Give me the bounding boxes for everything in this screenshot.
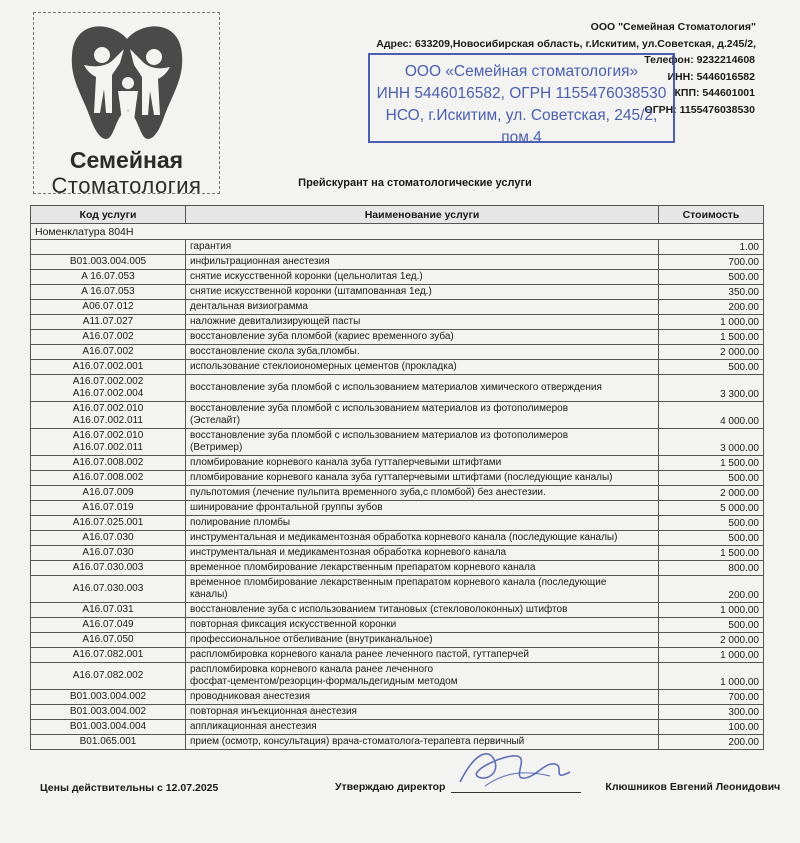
service-price: 1 500.00 — [659, 330, 764, 345]
service-price: 800.00 — [659, 561, 764, 576]
table-row — [31, 501, 764, 516]
service-code: A16.07.019 — [31, 501, 186, 516]
document-title: Прейскурант на стоматологические услуги — [298, 177, 532, 189]
service-price: 300.00 — [659, 705, 764, 720]
service-name: временное пломбирование лекарственным препаратом корневого канала (последующие каналы) — [186, 576, 659, 603]
service-code: A06.07.012 — [31, 300, 186, 315]
service-name: гарантия — [186, 240, 659, 255]
service-code: A16.07.008.002 — [31, 456, 186, 471]
stamp-line: ИНН 5446016582, ОГРН 1155476038530 — [376, 85, 667, 102]
service-name: дентальная визиограмма — [186, 300, 659, 315]
service-code: A 16.07.053 — [31, 285, 186, 300]
service-name: снятие искусственной коронки (штампованная 1ед.) — [186, 285, 659, 300]
table-row — [31, 255, 764, 270]
service-price: 4 000.00 — [659, 402, 764, 429]
service-name: аппликационная анестезия — [186, 720, 659, 735]
nomenclature-label: Номенклатура 804Н — [31, 224, 764, 240]
service-name: повторная фиксация искусственной коронки — [186, 618, 659, 633]
service-name: восстановление зуба пломбой с использованием материалов химического отверждения — [186, 375, 659, 402]
service-code — [31, 240, 186, 255]
service-price: 500.00 — [659, 531, 764, 546]
service-code: A16.07.002.002 A16.07.002.004 — [31, 375, 186, 402]
service-name: восстановление скола зуба,пломбы. — [186, 345, 659, 360]
table-row — [31, 531, 764, 546]
service-name: восстановление зуба пломбой (кариес временного зуба) — [186, 330, 659, 345]
service-price: 200.00 — [659, 576, 764, 603]
service-name: наложние девитализирующей пасты — [186, 315, 659, 330]
stamp-line: НСО, г.Искитим, ул. Советская, 245/2, пом.4 — [385, 107, 658, 146]
service-code: A16.07.002.001 — [31, 360, 186, 375]
service-price: 200.00 — [659, 735, 764, 750]
table-row — [31, 315, 764, 330]
company-phone: Телефон: 9232214608 — [644, 54, 755, 66]
table-row — [31, 735, 764, 750]
table-row — [31, 618, 764, 633]
service-code: A16.07.082.001 — [31, 648, 186, 663]
service-name: повторная инъекционная анестезия — [186, 705, 659, 720]
service-name: использование стеклоиономерных цементов (прокладка) — [186, 360, 659, 375]
table-row — [31, 720, 764, 735]
service-code: A16.07.025.001 — [31, 516, 186, 531]
service-price: 100.00 — [659, 720, 764, 735]
service-name: восстановление зуба пломбой с использованием материалов из фотополимеров (Ветример) — [186, 429, 659, 456]
table-row — [31, 285, 764, 300]
valid-from: Цены действительны с 12.07.2025 — [40, 782, 219, 794]
service-code: A16.07.002.010 A16.07.002.011 — [31, 402, 186, 429]
table-row — [31, 516, 764, 531]
service-code: A16.07.082.002 — [31, 663, 186, 690]
service-code: A16.07.002 — [31, 330, 186, 345]
table-row — [31, 576, 764, 603]
service-code: A 16.07.053 — [31, 270, 186, 285]
service-price: 1 500.00 — [659, 456, 764, 471]
table-header-row — [31, 206, 764, 224]
service-code: A16.07.049 — [31, 618, 186, 633]
service-code: A16.07.030.003 — [31, 576, 186, 603]
service-name: инструментальная и медикаментозная обработка корневого канала — [186, 546, 659, 561]
header-name: Наименование услуги — [186, 206, 659, 224]
service-price: 200.00 — [659, 300, 764, 315]
service-price: 500.00 — [659, 516, 764, 531]
service-price: 5 000.00 — [659, 501, 764, 516]
table-row — [31, 330, 764, 345]
table-row — [31, 633, 764, 648]
nomenclature-row — [31, 224, 764, 240]
service-price: 1 000.00 — [659, 315, 764, 330]
service-name: инфильтрационная анестезия — [186, 255, 659, 270]
table-row — [31, 648, 764, 663]
approve-label: Утверждаю директор — [335, 781, 446, 793]
company-kpp: КПП: 544601001 — [674, 87, 755, 99]
table-row — [31, 429, 764, 456]
service-code: B01.003.004.002 — [31, 690, 186, 705]
table-row — [31, 486, 764, 501]
service-name: полирование пломбы — [186, 516, 659, 531]
company-stamp — [368, 53, 675, 146]
service-code: A16.07.050 — [31, 633, 186, 648]
table-row — [31, 360, 764, 375]
logo-text-bottom: Стоматология — [51, 173, 202, 198]
table-row — [31, 345, 764, 360]
service-code: A16.07.002 — [31, 345, 186, 360]
table-row — [31, 690, 764, 705]
service-code: A16.07.008.002 — [31, 471, 186, 486]
price-table — [30, 205, 764, 750]
service-name: пломбирование корневого канала зуба гуттаперчевыми штифтами (последующие каналы) — [186, 471, 659, 486]
service-name: распломбировка корневого канала ранее леченного пастой, гуттаперчей — [186, 648, 659, 663]
service-code: A16.07.031 — [31, 603, 186, 618]
table-row — [31, 603, 764, 618]
table-row — [31, 471, 764, 486]
service-price: 1.00 — [659, 240, 764, 255]
service-price: 350.00 — [659, 285, 764, 300]
company-ogrn: ОГРН: 1155476038530 — [644, 103, 755, 116]
table-row — [31, 561, 764, 576]
service-price: 500.00 — [659, 618, 764, 633]
service-name: пломбирование корневого канала зуба гуттаперчевыми штифтами — [186, 456, 659, 471]
service-name: проводниковая анестезия — [186, 690, 659, 705]
service-code: A11.07.027 — [31, 315, 186, 330]
service-price: 3 300.00 — [659, 375, 764, 402]
logo — [33, 12, 220, 198]
company-name: ООО "Семейная Стоматология" — [590, 21, 756, 33]
service-price: 1 000.00 — [659, 648, 764, 663]
service-name: снятие искусственной коронки (цельнолитая 1ед.) — [186, 270, 659, 285]
service-code: B01.003.004.004 — [31, 720, 186, 735]
service-code: A16.07.002.010 A16.07.002.011 — [31, 429, 186, 456]
service-name: восстановление зуба пломбой с использованием материалов из фотополимеров (Эстелайт) — [186, 402, 659, 429]
company-inn: ИНН: 5446016582 — [667, 70, 755, 83]
stamp-line: ООО «Семейная стоматология» — [404, 63, 639, 80]
logo-text-top: Семейная — [69, 147, 184, 173]
table-row — [31, 300, 764, 315]
service-name: восстановление зуба с использованием титановых (стекловолоконных) штифтов — [186, 603, 659, 618]
service-name: временное пломбирование лекарственным препаратом корневого канала — [186, 561, 659, 576]
table-row — [31, 663, 764, 690]
table-row — [31, 546, 764, 561]
service-price: 1 000.00 — [659, 663, 764, 690]
service-code: A16.07.030.003 — [31, 561, 186, 576]
service-price: 500.00 — [659, 360, 764, 375]
service-price: 2 000.00 — [659, 633, 764, 648]
service-name: профессиональное отбеливание (внутриканальное) — [186, 633, 659, 648]
table-row — [31, 270, 764, 285]
signature-icon — [455, 742, 575, 792]
service-name: распломбировка корневого канала ранее леченного фосфат-цементом/резорцин-формальдегидным методом — [186, 663, 659, 690]
service-name: шинирование фронтальной группы зубов — [186, 501, 659, 516]
header-code: Код услуги — [31, 206, 186, 224]
service-code: A16.07.009 — [31, 486, 186, 501]
service-name: прием (осмотр, консультация) врача-стоматолога-терапевта первичный — [186, 735, 659, 750]
service-price: 1 000.00 — [659, 603, 764, 618]
table-row — [31, 456, 764, 471]
service-code: B01.003.004.005 — [31, 255, 186, 270]
service-price: 1 500.00 — [659, 546, 764, 561]
service-price: 500.00 — [659, 471, 764, 486]
service-name: инструментальная и медикаментозная обработка корневого канала (последующие каналы) — [186, 531, 659, 546]
service-price: 2 000.00 — [659, 345, 764, 360]
service-code: A16.07.030 — [31, 531, 186, 546]
service-code: B01.003.004.002 — [31, 705, 186, 720]
service-price: 700.00 — [659, 690, 764, 705]
director-name: Клюшников Евгений Леонидович — [605, 781, 781, 793]
table-row — [31, 705, 764, 720]
service-price: 700.00 — [659, 255, 764, 270]
table-row — [31, 375, 764, 402]
table-row — [31, 402, 764, 429]
service-code: B01.065.001 — [31, 735, 186, 750]
company-address: Адрес: 633209,Новосибирская область, г.Искитим, ул.Советская, д.245/2, — [376, 38, 756, 50]
service-price: 3 000.00 — [659, 429, 764, 456]
company-header — [376, 20, 756, 50]
service-name: пульпотомия (лечение пульпита временного зуба,с пломбой) без анестезии. — [186, 486, 659, 501]
service-price: 2 000.00 — [659, 486, 764, 501]
service-price: 500.00 — [659, 270, 764, 285]
service-code: A16.07.030 — [31, 546, 186, 561]
header-price: Стоимость — [659, 206, 764, 224]
table-row — [31, 240, 764, 255]
family-tooth-icon — [62, 17, 192, 147]
